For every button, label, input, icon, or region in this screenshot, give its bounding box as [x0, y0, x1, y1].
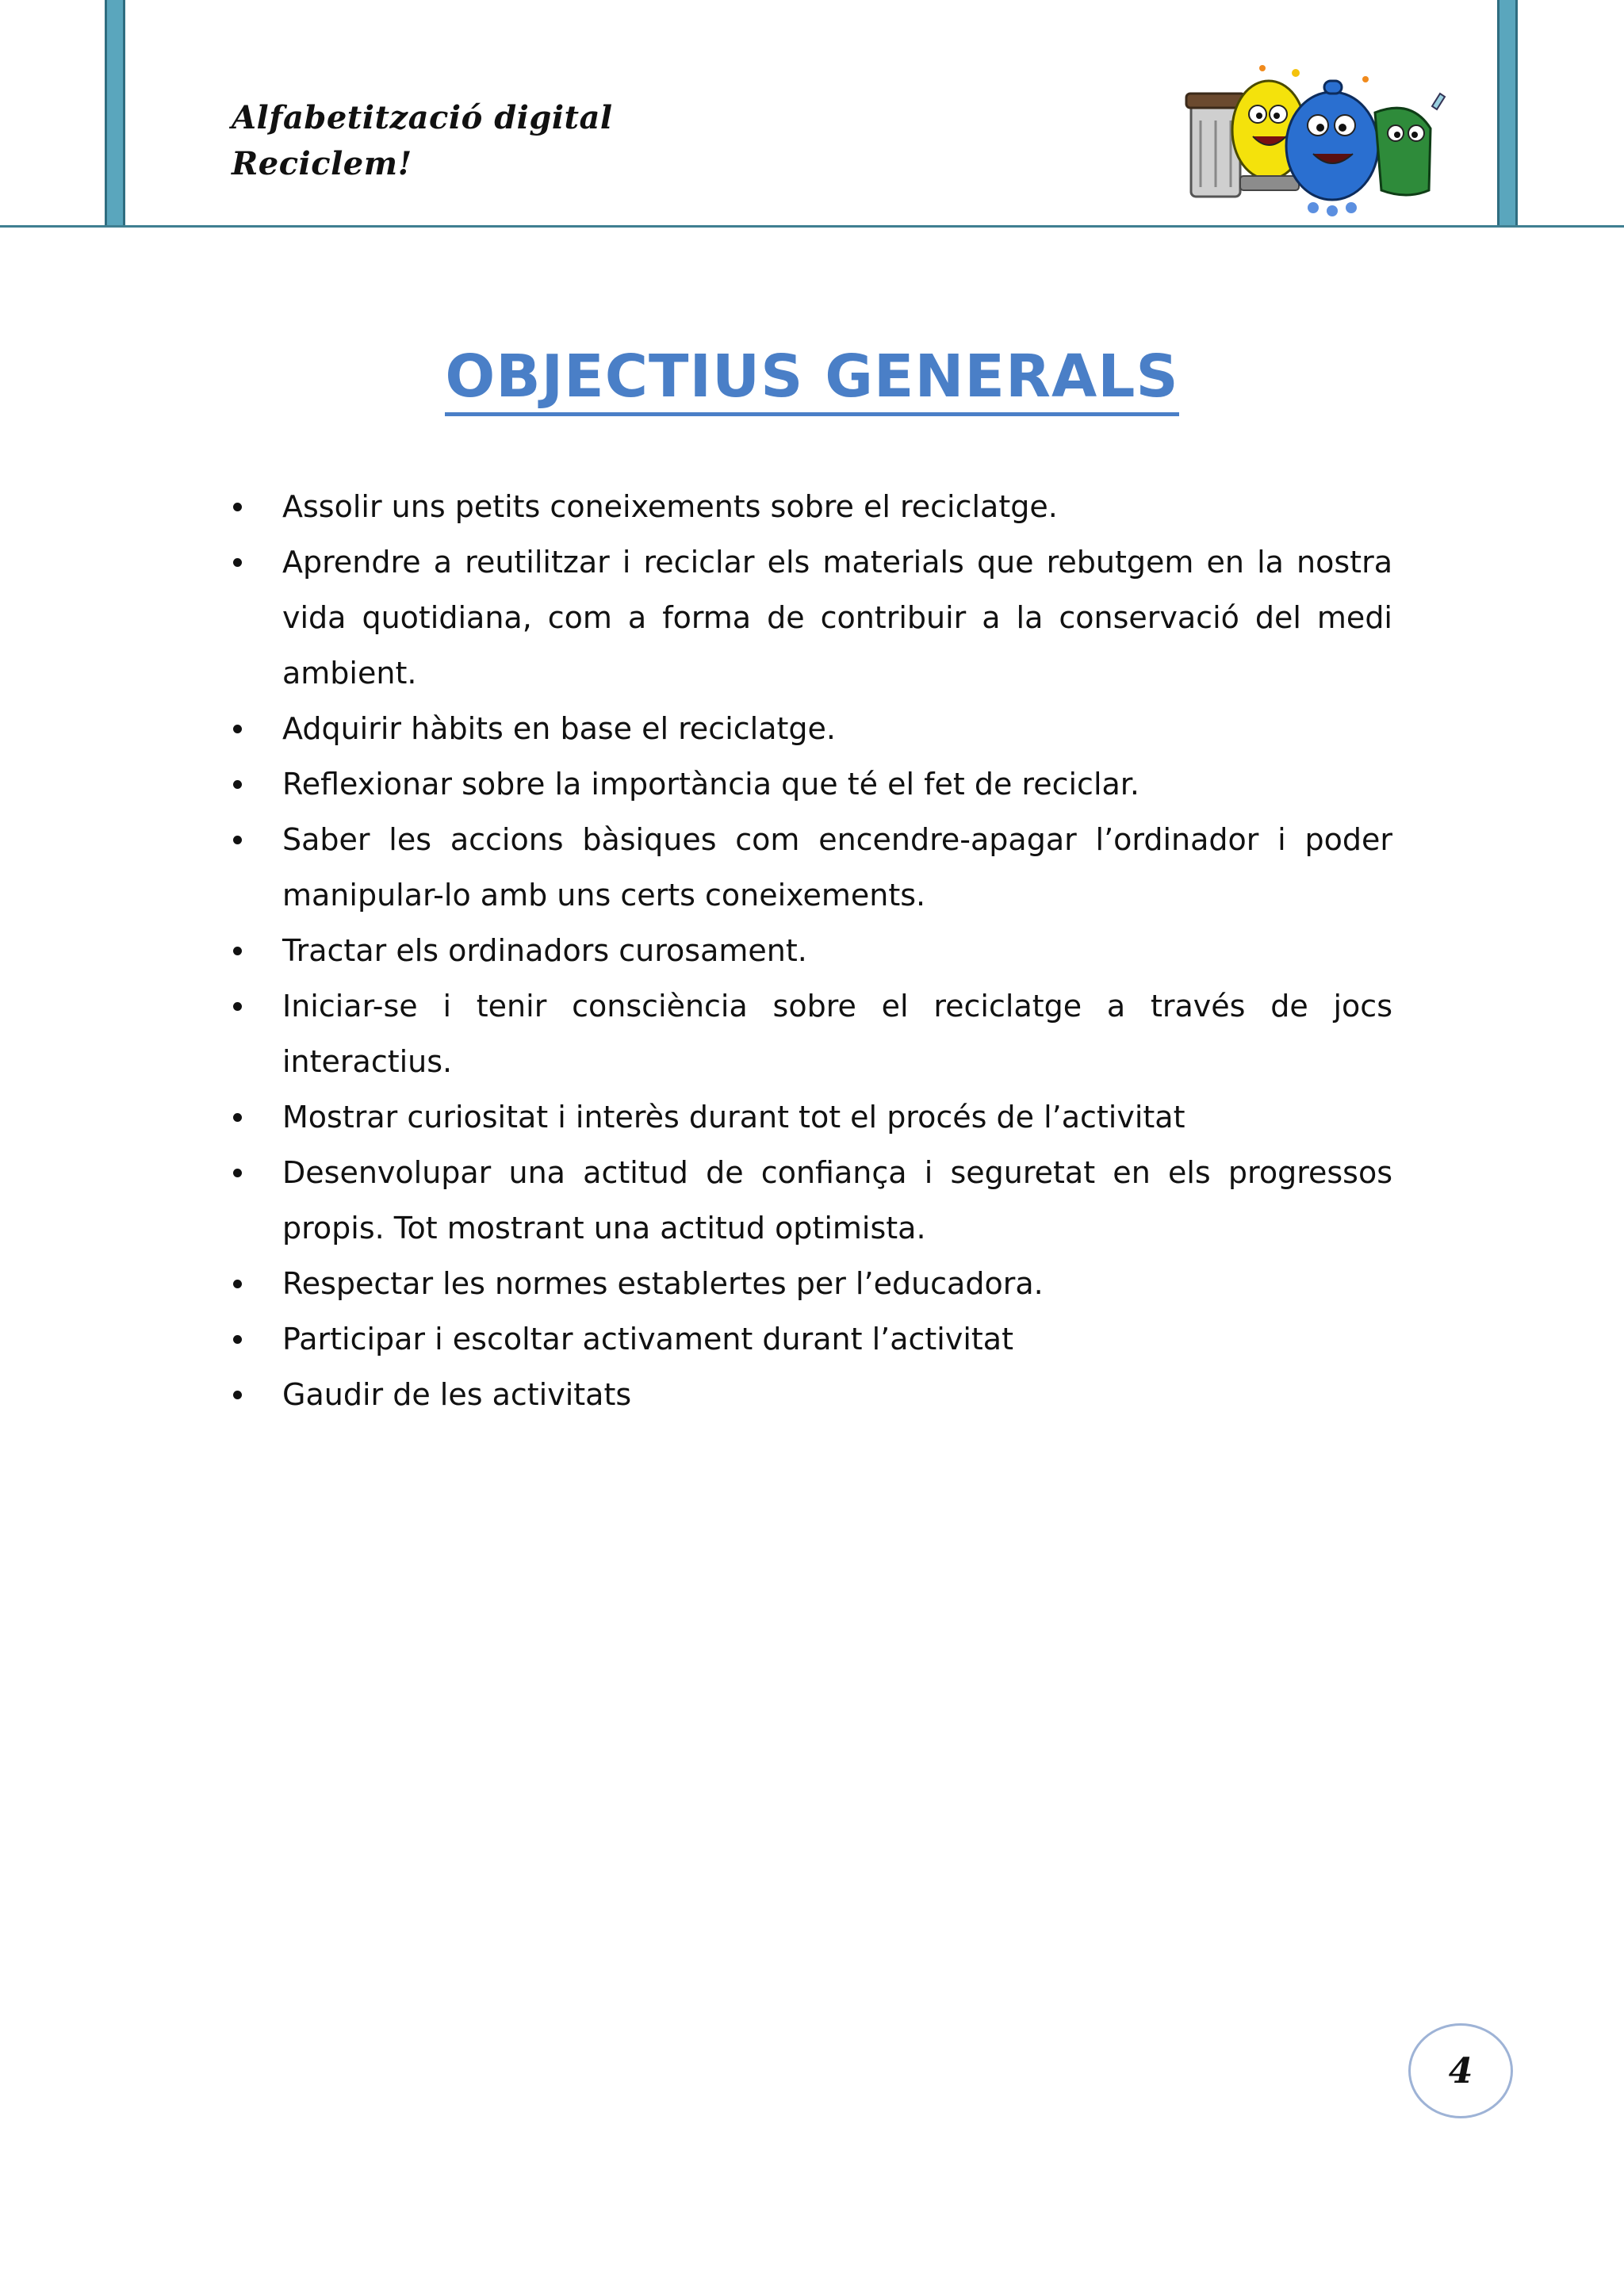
- list-item: [225, 1145, 1392, 1256]
- list-item: [225, 756, 1392, 812]
- bullet-icon: [233, 725, 242, 733]
- bullet-icon: [233, 836, 242, 844]
- bullet-icon: [233, 780, 242, 789]
- header-line-2: Reciclem!: [232, 145, 412, 182]
- list-item-text: Respectar les normes establertes per l’educadora.: [282, 1266, 1044, 1301]
- bullet-icon: [233, 1280, 242, 1288]
- list-item-text: Gaudir de les activitats: [282, 1377, 632, 1412]
- objectives-list: [225, 479, 1392, 1422]
- header-right-bar: [1497, 0, 1518, 227]
- list-item: [225, 1089, 1392, 1145]
- page-number: [1408, 2023, 1513, 2118]
- list-item: [225, 701, 1392, 756]
- list-item-text: Assolir uns petits coneixements sobre el reciclatge.: [282, 489, 1058, 524]
- bullet-icon: [233, 1002, 242, 1011]
- list-item: [225, 1256, 1392, 1311]
- list-item-text: Iniciar-se i tenir consciència sobre el reciclatge a través de jocs interactius.: [282, 989, 1392, 1079]
- header-left-bar: [105, 0, 125, 227]
- list-item-text: Saber les accions bàsiques com encendre-apagar l’ordinador i poder manipular-lo amb uns certs coneixements.: [282, 822, 1392, 913]
- list-item-text: Desenvolupar una actitud de confiança i seguretat en els progressos propis. Tot mostrant una actitud optimista.: [282, 1155, 1392, 1246]
- list-item: [225, 1367, 1392, 1422]
- list-item-text: Reflexionar sobre la importància que té el fet de reciclar.: [282, 767, 1139, 802]
- page-header: [0, 0, 1624, 227]
- list-item: [225, 1311, 1392, 1367]
- bullet-icon: [233, 1335, 242, 1344]
- bullet-icon: [233, 1169, 242, 1177]
- bullet-icon: [233, 947, 242, 955]
- list-item-text: Mostrar curiositat i interès durant tot el procés de l’activitat: [282, 1100, 1185, 1135]
- list-item: [225, 923, 1392, 978]
- bullet-icon: [233, 1391, 242, 1399]
- list-item: [225, 479, 1392, 534]
- list-item-text: Adquirir hàbits en base el reciclatge.: [282, 711, 836, 746]
- bullet-icon: [233, 558, 242, 567]
- list-item: [225, 978, 1392, 1089]
- header-divider: [0, 225, 1624, 228]
- bullet-icon: [233, 503, 242, 511]
- list-item-text: Participar i escoltar activament durant l’activitat: [282, 1322, 1013, 1357]
- recycling-bins-mascots-icon: [1177, 57, 1446, 219]
- header-line-1: Alfabetització digital: [232, 99, 613, 136]
- bullet-icon: [233, 1113, 242, 1122]
- list-item-text: Aprendre a reutilitzar i reciclar els materials que rebutgem en la nostra vida quotidiana, com a forma de contribuir a la conservació del medi ambient.: [282, 545, 1392, 691]
- list-item: [225, 812, 1392, 923]
- page-number-text: 4: [1448, 2050, 1473, 2091]
- header-text: [232, 95, 613, 187]
- list-item-text: Tractar els ordinadors curosament.: [282, 933, 807, 968]
- page-title: [0, 342, 1624, 411]
- page-title-text: OBJECTIUS GENERALS: [445, 342, 1178, 416]
- list-item: [225, 534, 1392, 701]
